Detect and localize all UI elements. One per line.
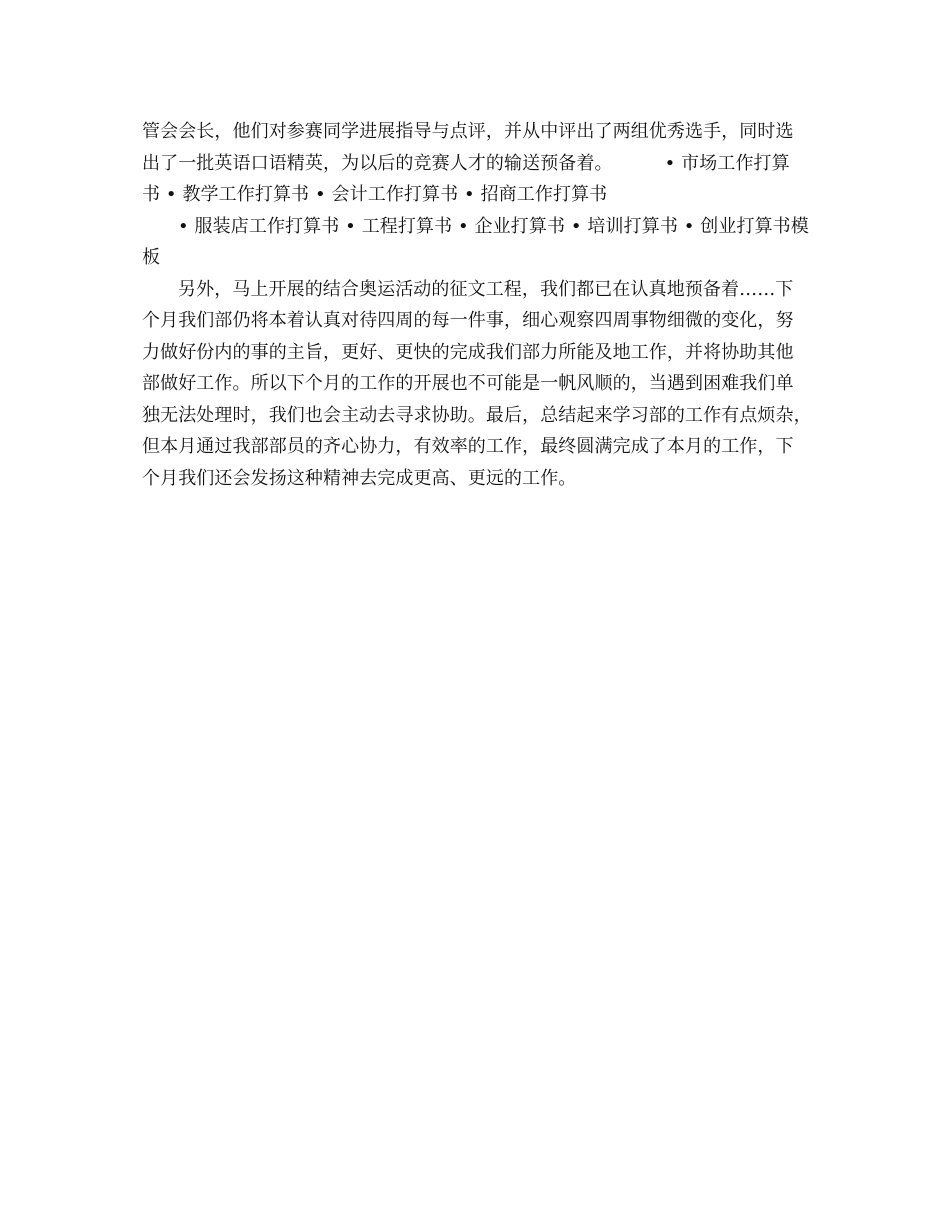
related-links-line-1[interactable]: 书 • 教学工作打算书 • 会计工作打算书 • 招商工作打算书 bbox=[142, 184, 608, 205]
paragraph-1-line-2 bbox=[142, 148, 818, 180]
paragraph-3-line-1-text: 另外，马上开展的结合奥运活动的征文工程，我们都已在认真地预备着……下 bbox=[178, 278, 794, 300]
paragraph-1-line-1: 管会会长，他们对参赛同学进展指导与点评，并从中评出了两组优秀选手，同时选 bbox=[142, 121, 794, 142]
paragraph-1-line-2-text: 出了一批英语口语精英，为以后的竞赛人才的输送预备着。 bbox=[142, 152, 613, 174]
body-text bbox=[142, 116, 818, 494]
paragraph-3-line-3: 力做好份内的事的主旨，更好、更快的完成我们部力所能及地工作，并将协助其他 bbox=[142, 341, 794, 363]
paragraph-3-line-1 bbox=[142, 274, 818, 306]
related-links-line-3[interactable]: 板 bbox=[142, 247, 161, 268]
related-link-market-plan[interactable]: • 市场工作打算 bbox=[664, 152, 790, 174]
paragraph-3-line-7: 个月我们还会发扬这种精神去完成更高、更远的工作。 bbox=[142, 467, 577, 489]
paragraph-3-line-5: 独无法处理时，我们也会主动去寻求协助。最后，总结起来学习部的工作有点烦杂， bbox=[142, 404, 812, 426]
paragraph-3-line-6: 但本月通过我部部员的齐心协力，有效率的工作，最终圆满完成了本月的工作，下 bbox=[142, 436, 794, 457]
paragraph-3-line-2: 个月我们部仍将本着认真对待四周的每一件事，细心观察四周事物细微的变化，努 bbox=[142, 310, 794, 331]
related-links-line-2[interactable] bbox=[142, 211, 818, 243]
related-links-line-2-text[interactable]: • 服装店工作打算书 • 工程打算书 • 企业打算书 • 培训打算书 • 创业打算书模 bbox=[178, 215, 809, 237]
paragraph-3-line-4: 部做好工作。所以下个月的工作的开展也不可能是一帆风顺的，当遇到困难我们单 bbox=[142, 373, 794, 394]
